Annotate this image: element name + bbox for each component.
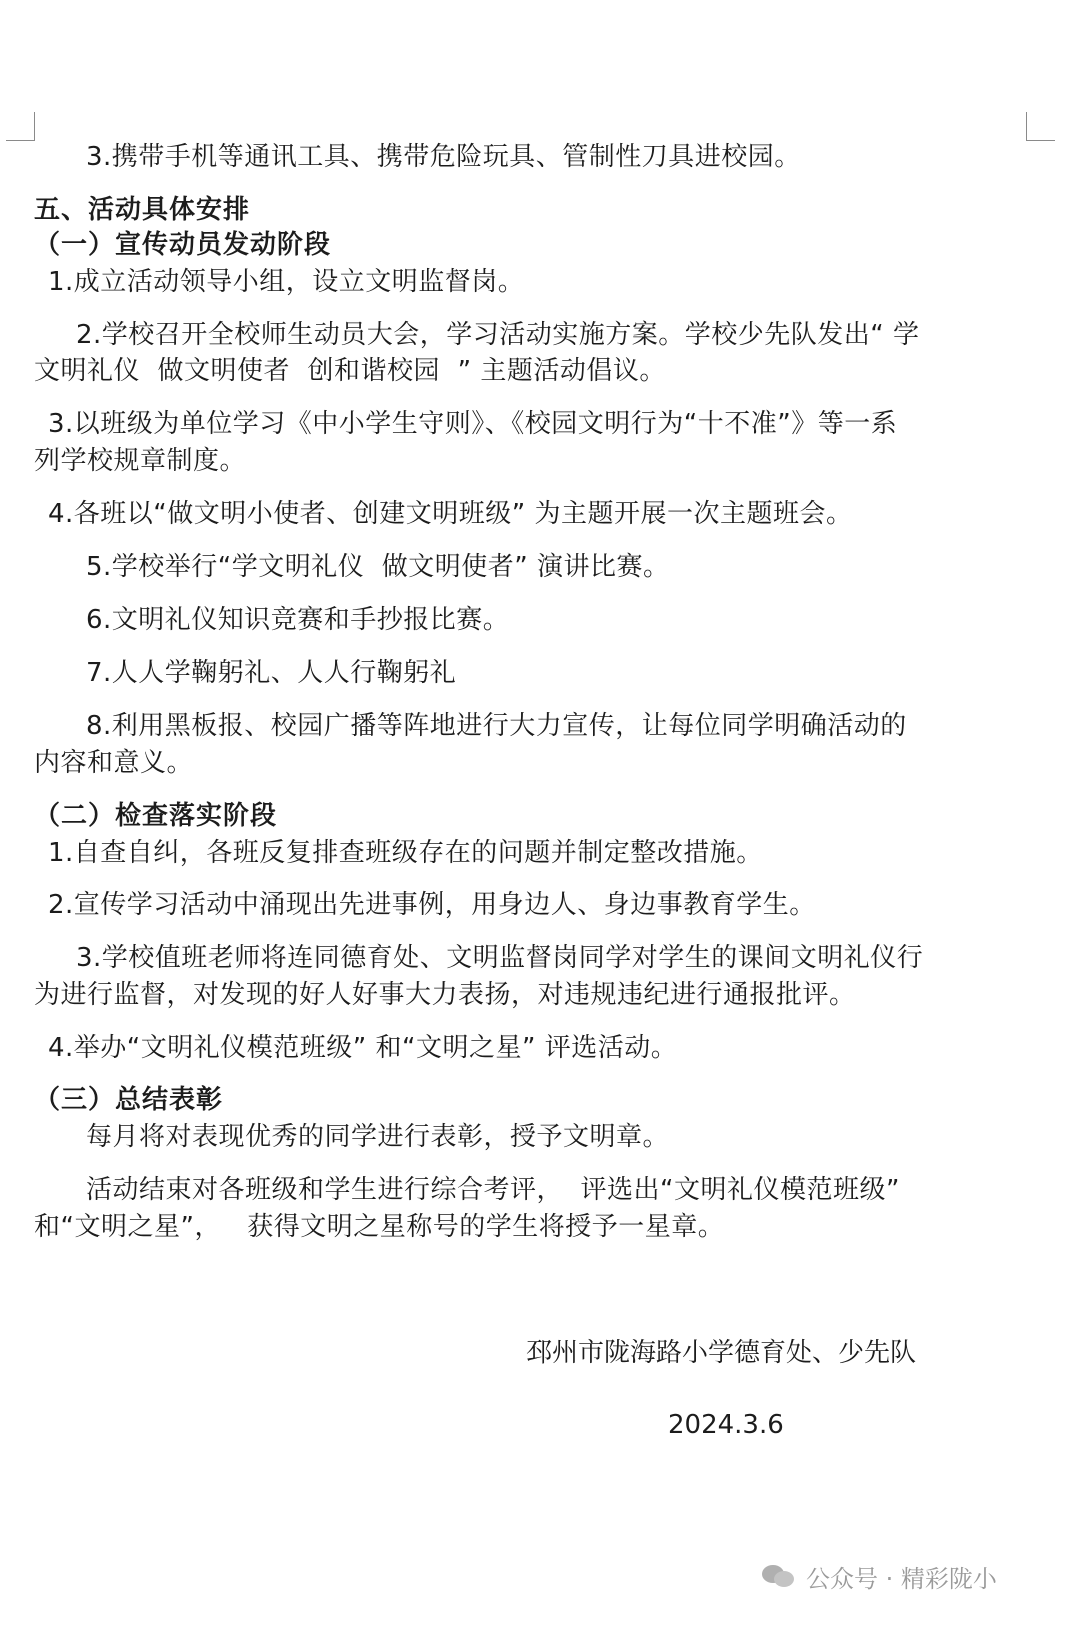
paragraph-line: 7.人人学鞠躬礼、人人行鞠躬礼	[86, 658, 457, 688]
paragraph-line: 1.自查自纠，各班反复排查班级存在的问题并制定整改措施。	[48, 838, 763, 868]
paragraph-line: 3.携带手机等通讯工具、携带危险玩具、管制性刀具进校园。	[86, 142, 801, 172]
paragraph-line: 2.宣传学习活动中涌现出先进事例，用身边人、身边事教育学生。	[48, 890, 816, 920]
section-heading: 五、活动具体安排	[34, 195, 251, 225]
date-line: 2024.3.6	[668, 1410, 784, 1440]
paragraph-line: 4.各班以“做文明小使者、创建文明班级” 为主题开展一次主题班会。	[48, 499, 853, 529]
paragraph-line: 为进行监督，对发现的好人好事大力表扬，对违规违纪进行通报批评。	[34, 980, 856, 1010]
paragraph-line: 8.利用黑板报、校园广播等阵地进行大力宣传，让每位同学明确活动的	[86, 711, 907, 741]
paragraph-line: 和“文明之星”， 获得文明之星称号的学生将授予一星章。	[34, 1212, 725, 1242]
paragraph-line: 1.成立活动领导小组，设立文明监督岗。	[48, 267, 525, 297]
paragraph-line: 2.学校召开全校师生动员大会，学习活动实施方案。学校少先队发出“ 学	[76, 320, 920, 350]
paragraph-line: 每月将对表现优秀的同学进行表彰，授予文明章。	[86, 1122, 670, 1152]
section-heading: （三）总结表彰	[34, 1085, 224, 1115]
paragraph-line: 活动结束对各班级和学生进行综合考评， 评选出“文明礼仪模范班级”	[86, 1175, 900, 1205]
paragraph-line: 5.学校举行“学文明礼仪 做文明使者” 演讲比赛。	[86, 552, 670, 582]
section-heading: （二）检查落实阶段	[34, 801, 278, 831]
wechat-icon	[762, 1563, 796, 1589]
paragraph-line: 列学校规章制度。	[34, 446, 247, 476]
crop-mark-top-right	[1026, 112, 1055, 141]
section-heading: （一）宣传动员发动阶段	[34, 230, 332, 260]
paragraph-line: 文明礼仪 做文明使者 创和谐校园 ” 主题活动倡议。	[34, 356, 666, 386]
watermark	[762, 1556, 997, 1596]
watermark-text: 公众号 · 精彩陇小	[806, 1564, 997, 1593]
paragraph-line: 内容和意义。	[34, 748, 194, 778]
paragraph-line: 3.以班级为单位学习《中小学生守则》、《校园文明行为“十不准”》等一系	[48, 409, 898, 439]
signature-line: 邳州市陇海路小学德育处、少先队	[526, 1338, 917, 1368]
paragraph-line: 4.举办“文明礼仪模范班级” 和“文明之星” 评选活动。	[48, 1033, 678, 1063]
paragraph-line: 3.学校值班老师将连同德育处、文明监督岗同学对学生的课间文明礼仪行	[76, 943, 924, 973]
paragraph-line: 6.文明礼仪知识竞赛和手抄报比赛。	[86, 605, 510, 635]
crop-mark-top-left	[6, 112, 35, 141]
